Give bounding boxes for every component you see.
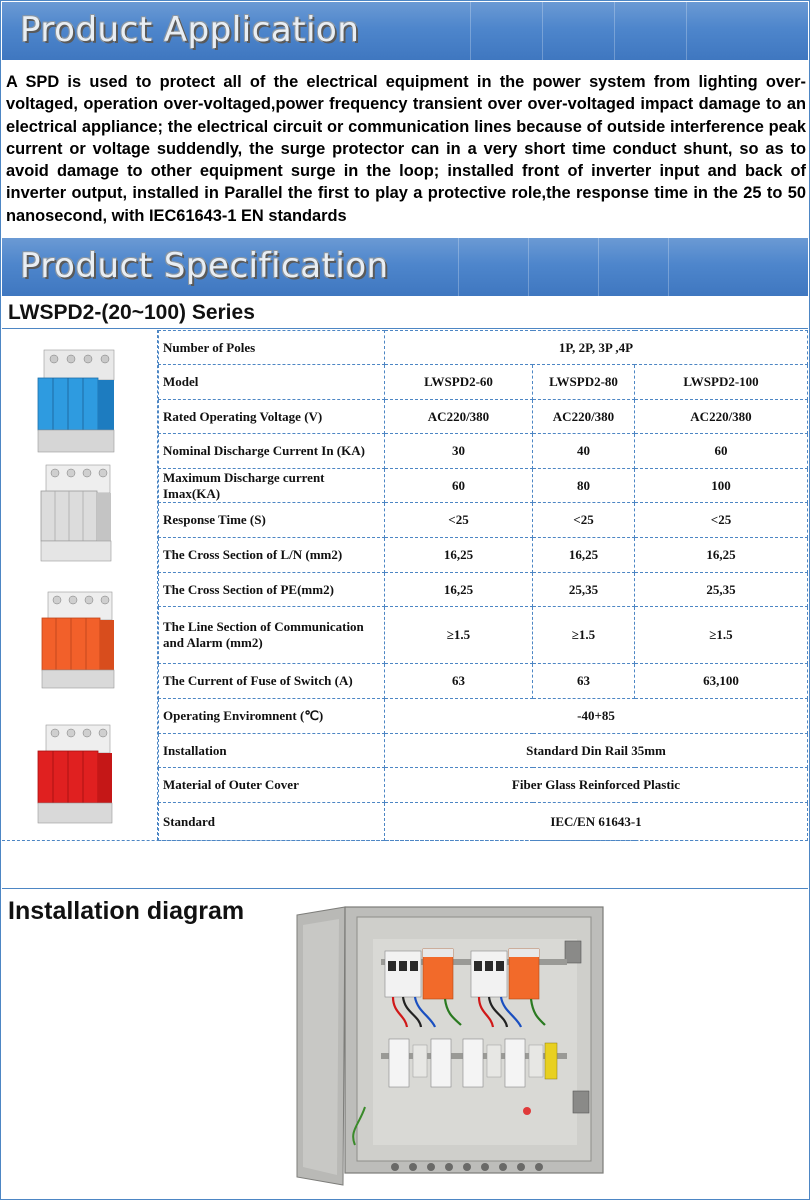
cell-value: 63: [385, 664, 533, 699]
cell-value: <25: [385, 503, 533, 538]
series-title: LWSPD2-(20~100) Series: [8, 301, 255, 324]
cell-value: 63: [533, 664, 635, 699]
cell-value: 16,25: [635, 538, 808, 573]
table-row: [159, 734, 808, 768]
installation-title: Installation diagram: [8, 897, 245, 925]
row-value: Standard Din Rail 35mm: [385, 734, 808, 768]
row-label: The Cross Section of PE(mm2): [159, 573, 385, 607]
cell-value: 25,35: [533, 573, 635, 607]
row-label: Standard: [159, 803, 385, 841]
cell-value: 16,25: [385, 573, 533, 607]
cell-value: 16,25: [533, 538, 635, 573]
table-row: [159, 434, 808, 469]
table-row: [159, 365, 808, 400]
cell-value: 60: [385, 469, 533, 503]
row-label: Material of Outer Cover: [159, 768, 385, 803]
cell-value: LWSPD2-60: [385, 365, 533, 400]
cell-value: ≥1.5: [635, 607, 808, 664]
row-label: Rated Operating Voltage (V): [159, 400, 385, 434]
row-value: IEC/EN 61643-1: [385, 803, 808, 841]
blue-spd-image: [38, 350, 114, 452]
row-label: Response Time (S): [159, 503, 385, 538]
product-images: [2, 330, 158, 840]
row-label: Operating Enviromnent (℃): [159, 699, 385, 734]
spacer-row: [2, 840, 808, 889]
table-row: [159, 400, 808, 434]
cell-value: AC220/380: [385, 400, 533, 434]
cell-value: 16,25: [385, 538, 533, 573]
table-row: [159, 803, 808, 841]
cell-value: LWSPD2-80: [533, 365, 635, 400]
row-label: Model: [159, 365, 385, 400]
cell-value: LWSPD2-100: [635, 365, 808, 400]
table-row: [159, 699, 808, 734]
orange-spd-image: [42, 592, 114, 688]
series-header: [2, 296, 808, 329]
cell-value: AC220/380: [635, 400, 808, 434]
cell-value: 25,35: [635, 573, 808, 607]
application-title: Product Application: [20, 10, 360, 50]
row-label: The Cross Section of L/N (mm2): [159, 538, 385, 573]
cell-value: <25: [533, 503, 635, 538]
spec-area: [2, 330, 808, 840]
row-value: 1P, 2P, 3P ,4P: [385, 331, 808, 365]
table-row: [159, 768, 808, 803]
red-spd-image: [38, 725, 112, 823]
cell-value: 60: [635, 434, 808, 469]
table-row: [159, 573, 808, 607]
cell-value: 63,100: [635, 664, 808, 699]
row-value: -40+85: [385, 699, 808, 734]
row-label: Number of Poles: [159, 331, 385, 365]
table-row: [159, 664, 808, 699]
cell-value: 100: [635, 469, 808, 503]
table-row: [159, 607, 808, 664]
row-label: The Line Section of Communication and Alarm (mm2): [159, 607, 385, 664]
spec-table: [158, 330, 808, 841]
cell-value: AC220/380: [533, 400, 635, 434]
installation-diagram-image: [295, 895, 609, 1191]
table-row: [159, 538, 808, 573]
table-row: [159, 503, 808, 538]
row-label: Nominal Discharge Current In (KA): [159, 434, 385, 469]
cell-value: ≥1.5: [533, 607, 635, 664]
specification-title: Product Specification: [20, 246, 389, 286]
cell-value: <25: [635, 503, 808, 538]
row-value: Fiber Glass Reinforced Plastic: [385, 768, 808, 803]
cell-value: 30: [385, 434, 533, 469]
row-label: Maximum Discharge current Imax(KA): [159, 469, 385, 503]
row-label: Installation: [159, 734, 385, 768]
grey-spd-image: [41, 465, 111, 561]
cell-value: ≥1.5: [385, 607, 533, 664]
cell-value: 80: [533, 469, 635, 503]
cell-value: 40: [533, 434, 635, 469]
application-description: A SPD is used to protect all of the electrical equipment in the power system from lighting over-voltaged, operation over-voltaged,power frequency transient over over-voltaged impact damage to an electrical appliance; the electrical circuit or communication lines because of outside interference peak current or voltage suddendly, the surge protector can in a very short time conduct shunt, so as to avoid damage to other equipment surge in the loop; installed front of inverter input and back of inverter output, installed in Parallel the first to play a protective role,the response time in the 25 to 50 nanosecond, with IEC61643-1 EN standards: [6, 73, 806, 225]
application-banner: [2, 2, 808, 60]
table-row: [159, 331, 808, 365]
table-row: [159, 469, 808, 503]
row-label: The Current of Fuse of Switch (A): [159, 664, 385, 699]
specification-banner: [2, 238, 808, 296]
